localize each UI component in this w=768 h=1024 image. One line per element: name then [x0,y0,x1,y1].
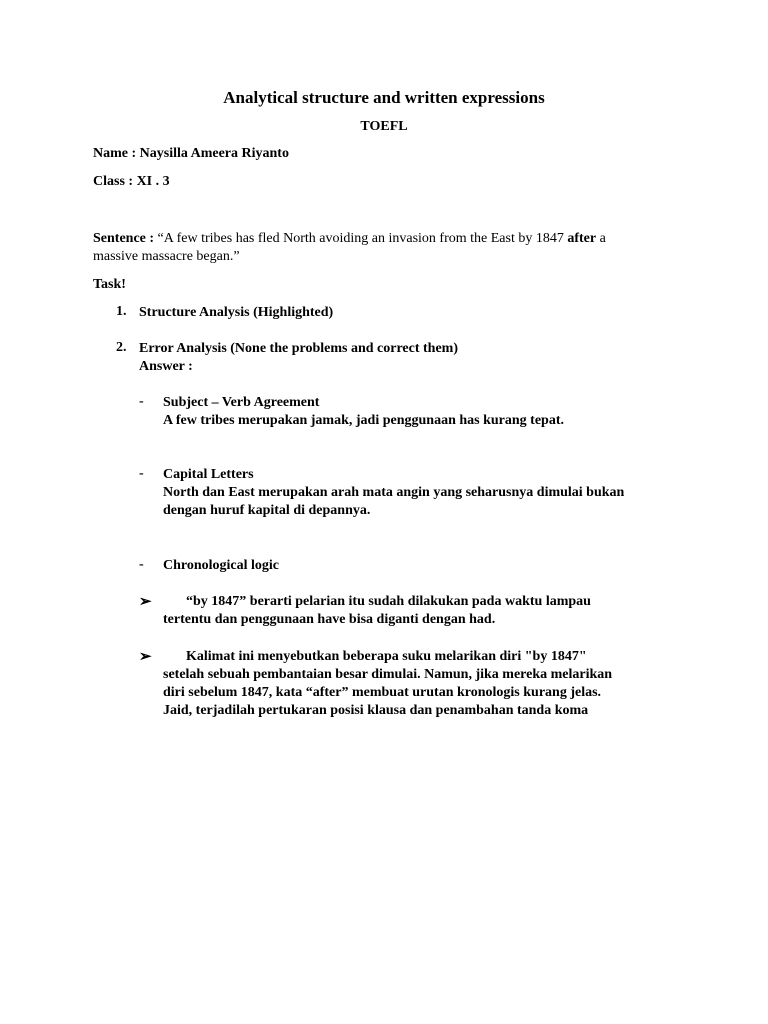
class-label: Class : [93,174,134,189]
task-item-2 [139,340,458,376]
sentence-text: “A few tribes has fled North avoiding an invasion from the East by 1847 [157,231,564,246]
sentence-paragraph [93,230,693,266]
task-heading: Task! [93,277,126,292]
dash-marker: - [139,394,144,409]
answer-line: dengan huruf kapital di depannya. [163,503,371,518]
dash-marker: - [139,557,144,572]
class-line [93,174,170,190]
arrow-bullet-icon: ➢ [139,594,152,610]
bullet-line: tertentu dan penggunaan have bisa diganti dengan had. [163,612,496,627]
answer-capital-letters [163,466,683,520]
sentence-text-after: a [599,231,606,246]
bullet-by-1847 [163,593,683,629]
arrow-bullet-icon: ➢ [139,649,152,665]
bullet-line: Jaid, terjadilah pertukaran posisi klausa dan penambahan tanda koma [163,703,589,718]
bullet-kalimat [163,648,683,720]
bullet-line: Kalimat ini menyebutkan beberapa suku melarikan diri "by 1847" [186,649,587,664]
answer-line: North dan East merupakan arah mata angin yang seharusnya dimulai bukan [163,485,625,500]
sentence-line-2: massive massacre began.” [93,249,240,264]
answer-title: Capital Letters [163,467,254,482]
answer-subject-verb [163,394,683,430]
bullet-line: “by 1847” berarti pelarian itu sudah dilakukan pada waktu lampau [186,594,591,609]
bullet-line: diri sebelum 1847, kata “after” membuat urutan kronologis kurang jelas. [163,685,602,700]
answer-line: A few tribes merupakan jamak, jadi penggunaan has kurang tepat. [163,413,564,428]
task-number: 1. [116,304,127,319]
document-title: Analytical structure and written expressions [223,88,545,107]
class-value: XI . 3 [136,174,170,189]
task-item-2-line-1: Error Analysis (None the problems and correct them) [139,341,458,356]
bullet-line: setelah sebuah pembantaian besar dimulai. Namun, jika mereka melarikan [163,667,613,682]
name-line [93,146,289,162]
answer-label: Answer : [139,359,193,374]
name-label: Name : [93,146,137,161]
dash-marker: - [139,466,144,481]
answer-title: Subject – Verb Agreement [163,395,320,410]
sentence-label: Sentence : [93,231,155,246]
task-item-1: Structure Analysis (Highlighted) [139,305,334,320]
sentence-emphasis: after [567,231,597,246]
task-number: 2. [116,340,127,355]
answer-chronological-logic: Chronological logic [163,558,280,573]
name-value: Naysilla Ameera Riyanto [139,146,289,161]
document-subtitle: TOEFL [360,119,408,134]
